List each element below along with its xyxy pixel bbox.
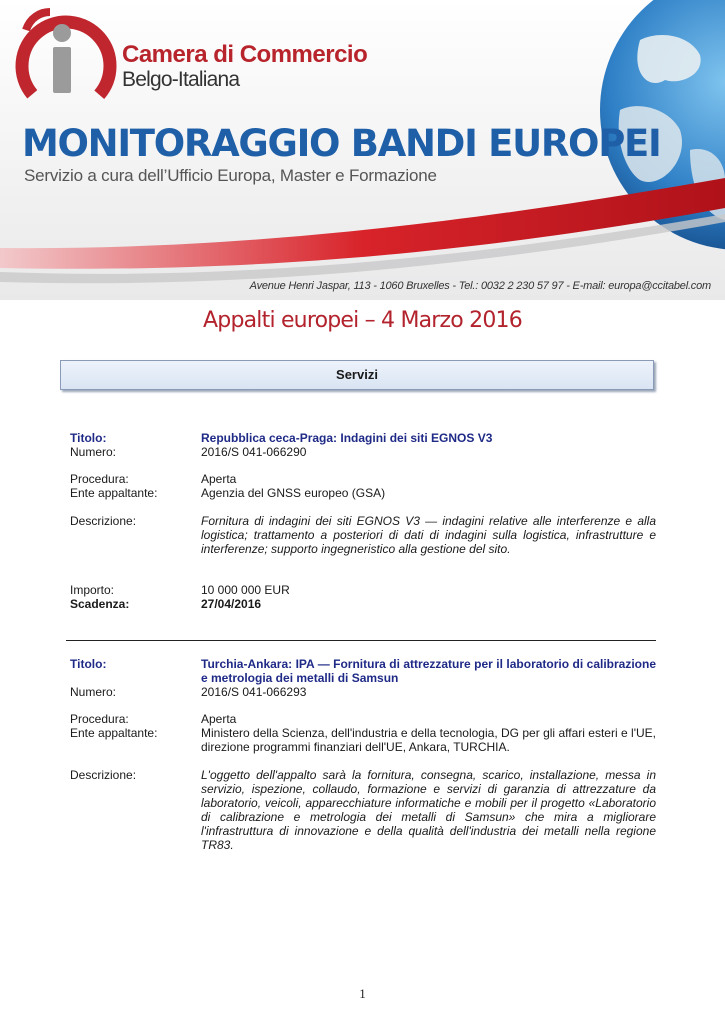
tender-amount: 10 000 000 EUR bbox=[201, 583, 290, 597]
page-title: Appalti europei – 4 Marzo 2016 bbox=[203, 308, 522, 333]
procedure-label: Procedura: bbox=[70, 712, 129, 726]
title-label: Titolo: bbox=[70, 431, 107, 445]
authority-label: Ente appaltante: bbox=[70, 486, 158, 500]
page-header bbox=[0, 0, 725, 300]
section-heading: Servizi bbox=[60, 360, 654, 390]
tender-deadline: 27/04/2016 bbox=[201, 597, 262, 611]
tender-title: Turchia-Ankara: IPA — Fornitura di attrezzature per il laboratorio di calibrazione e metrologia dei metalli di Samsun bbox=[201, 657, 656, 685]
tender-procedure: Aperta bbox=[201, 712, 237, 726]
org-name: Camera di Commercio bbox=[122, 41, 368, 68]
tender-number: 2016/S 041-066290 bbox=[201, 445, 307, 459]
number-label: Numero: bbox=[70, 685, 117, 699]
description-label: Descrizione: bbox=[70, 514, 137, 528]
deadline-label: Scadenza: bbox=[70, 597, 130, 611]
tender-description: L'oggetto dell'appalto sarà la fornitura, consegna, scarico, installazione, messa in servizio, ispezione, collaudo, formazione e servizi di garanzia di attrezzature da laboratorio, veicoli, apparecchiature informatiche e mobili per il progetto «Laboratorio di calibrazione e metrologia dei metalli di Samsun» che mira a migliorare l'infrastruttura di innovazione e della qualità dell'industria dei metalli nella regione TR83. bbox=[201, 768, 656, 852]
description-label: Descrizione: bbox=[70, 768, 137, 782]
authority-label: Ente appaltante: bbox=[70, 726, 158, 740]
tender-description: Fornitura di indagini dei siti EGNOS V3 — indagini relative alle interferenze e alla logistica; trattamento a posteriori di dati di indagini sulla logistica, infrastrutture e interferenze; supporto ingegneristico alla gestione del sito. bbox=[201, 514, 656, 556]
title-label: Titolo: bbox=[70, 657, 107, 671]
page-number: 1 bbox=[359, 986, 366, 1001]
amount-label: Importo: bbox=[70, 583, 115, 597]
tender-authority: Agenzia del GNSS europeo (GSA) bbox=[201, 486, 386, 500]
tender-authority: Ministero della Scienza, dell'industria e della tecnologia, DG per gli affari esteri e l'UE, direzione programmi finanziari dell'UE, Ankara, TURCHIA. bbox=[201, 726, 656, 754]
tender-procedure: Aperta bbox=[201, 472, 237, 486]
procedure-label: Procedura: bbox=[70, 472, 129, 486]
tender-title: Repubblica ceca-Praga: Indagini dei siti EGNOS V3 bbox=[201, 431, 493, 445]
banner-title: MONITORAGGIO BANDI EUROPEI bbox=[22, 122, 661, 165]
number-label: Numero: bbox=[70, 445, 117, 459]
entry-separator bbox=[66, 640, 656, 641]
tender-number: 2016/S 041-066293 bbox=[201, 685, 307, 699]
banner-subtitle: Servizio a cura dell’Ufficio Europa, Master e Formazione bbox=[24, 166, 437, 185]
contact-address: Avenue Henri Jaspar, 113 - 1060 Bruxelles - Tel.: 0032 2 230 57 97 - E-mail: europa@ccitabel.com bbox=[249, 280, 711, 292]
org-subtitle: Belgo-Italiana bbox=[122, 68, 240, 91]
